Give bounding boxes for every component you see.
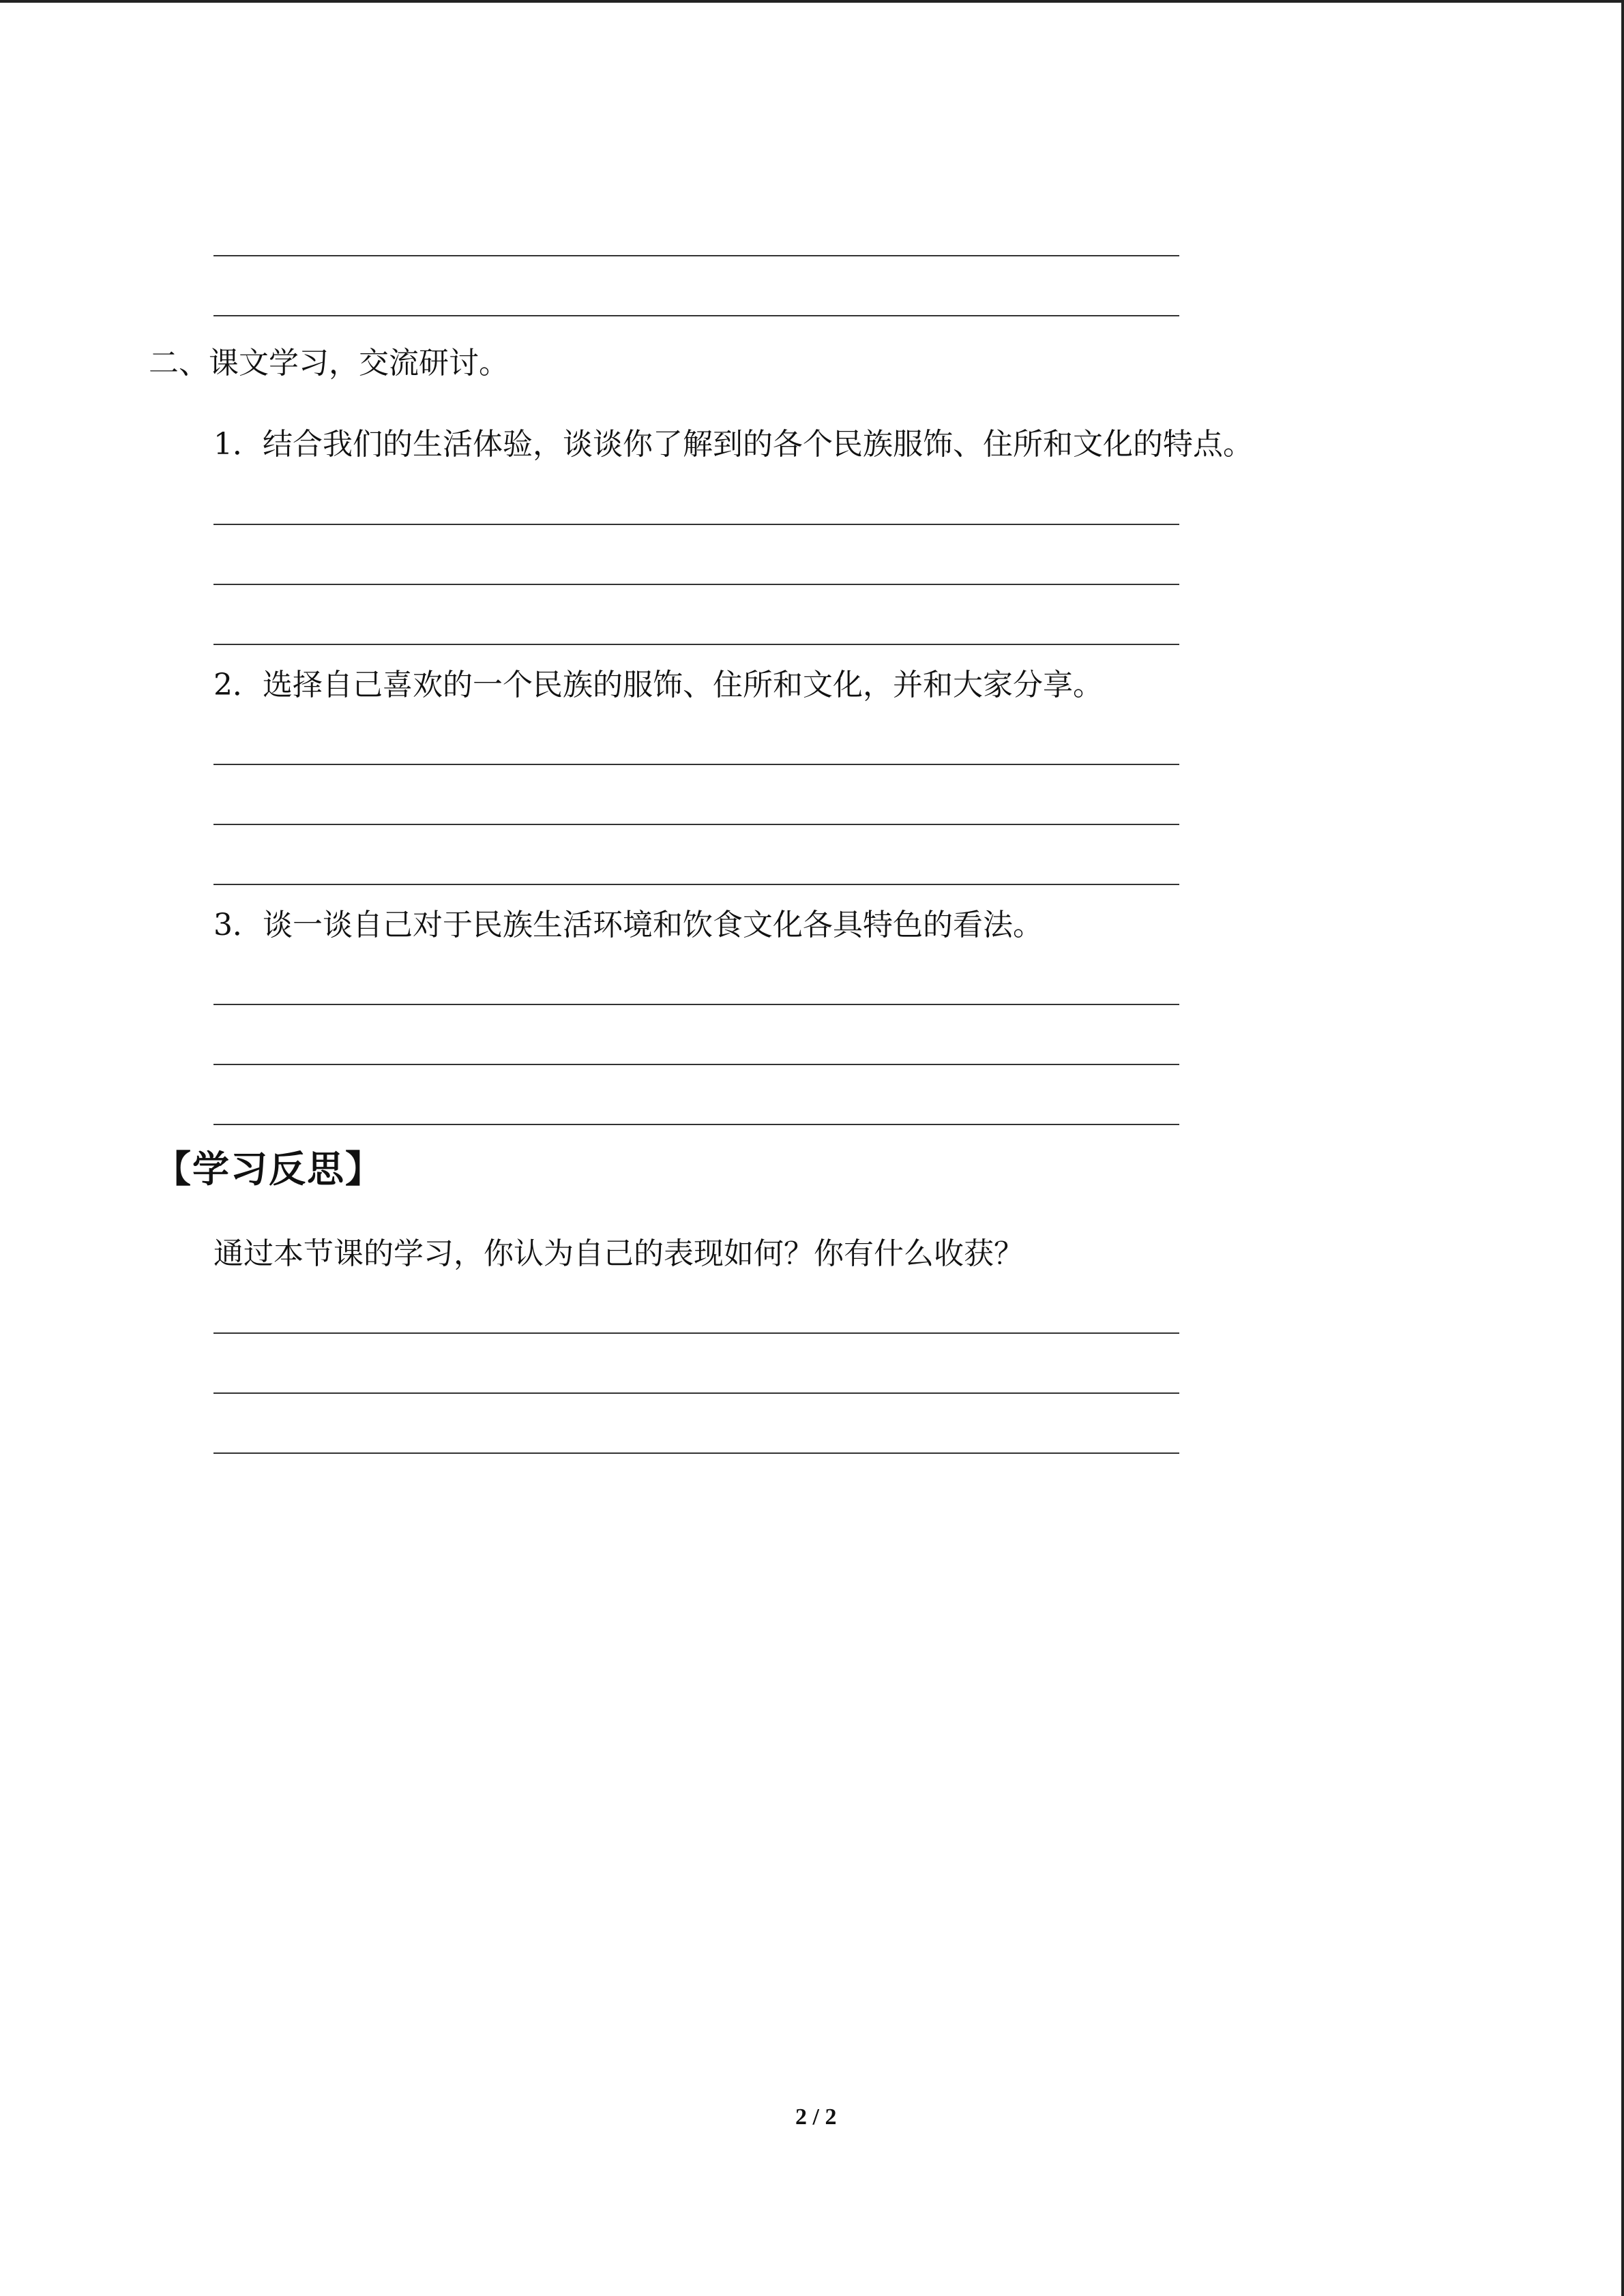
answer-line[interactable] — [213, 824, 1179, 825]
answer-line[interactable] — [213, 1124, 1179, 1125]
answer-line[interactable] — [213, 1064, 1179, 1065]
answer-line[interactable] — [213, 764, 1179, 765]
question-3-text: 3．谈一谈自己对于民族生活环境和饮食文化各具特色的看法。 — [213, 908, 1043, 942]
reflection-heading: 【学习反思】 — [154, 1148, 383, 1191]
answer-line[interactable] — [213, 1392, 1179, 1394]
page-border-right — [1621, 0, 1624, 2296]
answer-line[interactable] — [213, 1004, 1179, 1005]
answer-line[interactable] — [213, 644, 1179, 645]
page-border-top — [0, 0, 1624, 3]
answer-line[interactable] — [213, 524, 1179, 525]
answer-line[interactable] — [213, 1452, 1179, 1454]
reflection-prompt: 通过本节课的学习，你认为自己的表现如何？你有什么收获？ — [213, 1236, 1024, 1271]
page-number: 2 / 2 — [795, 2104, 837, 2130]
section-two-heading: 二、课文学习，交流研讨。 — [149, 346, 509, 381]
answer-line[interactable] — [213, 584, 1179, 585]
answer-line[interactable] — [213, 255, 1179, 256]
answer-line[interactable] — [213, 884, 1179, 885]
question-1-text: 1．结合我们的生活体验，谈谈你了解到的各个民族服饰、住所和文化的特点。 — [213, 427, 1253, 462]
question-2-text: 2．选择自己喜欢的一个民族的服饰、住所和文化，并和大家分享。 — [213, 668, 1103, 702]
answer-line[interactable] — [213, 1332, 1179, 1334]
answer-line[interactable] — [213, 315, 1179, 316]
